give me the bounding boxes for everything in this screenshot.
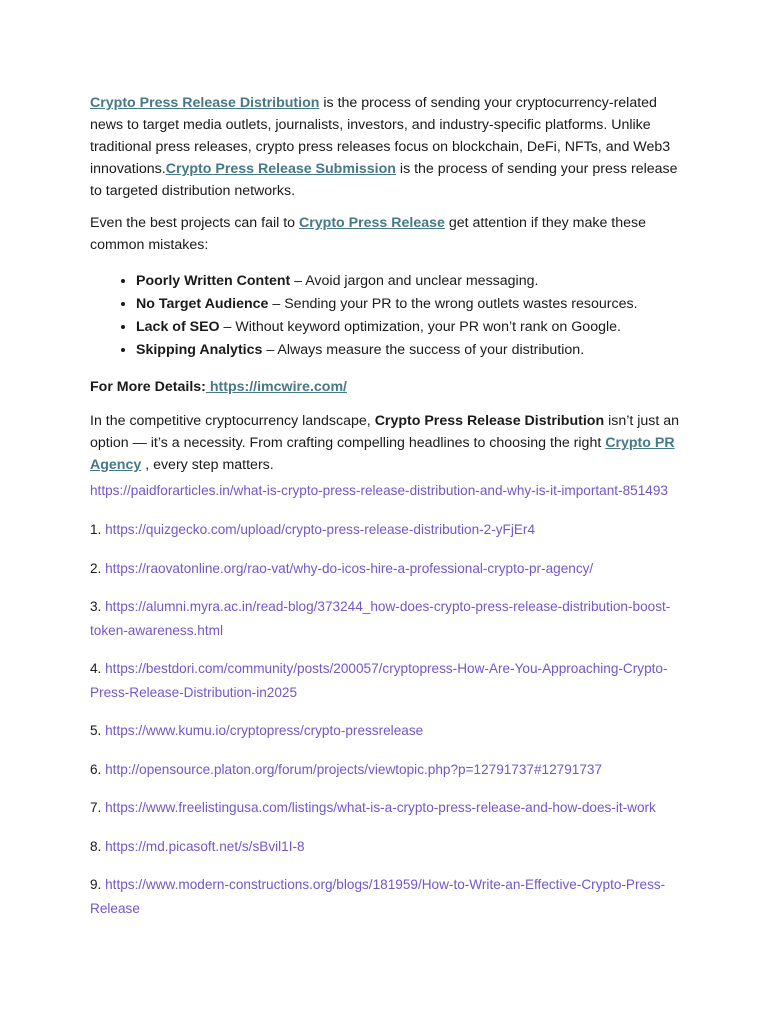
list-item [90, 657, 682, 704]
intro-text-2: is the process of sending your press release to targeted distribution networks. [90, 161, 678, 199]
closing-text-3: , every step matters. [141, 457, 274, 473]
list-item [136, 293, 682, 316]
intro-text-4: get attention if they make these common mistakes: [90, 215, 647, 253]
featured-link-line [90, 480, 682, 502]
link-number: 8. [90, 838, 106, 854]
mistake-title: Poorly Written Content [136, 273, 291, 289]
crypto-press-release-submission-link[interactable]: Crypto Press Release Submission [165, 161, 396, 177]
link-number: 7. [90, 800, 106, 815]
intro-section [90, 92, 682, 256]
more-details-label: For More Details: [90, 379, 206, 395]
reference-link[interactable]: https://www.modern-constructions.org/blogs/181959/How-to-Write-an-Effective-Crypto-Press-Release [90, 877, 666, 916]
paidforarticles-link[interactable]: https://paidforarticles.in/what-is-crypto-press-release-distribution-and-why-is-it-important-851493 [90, 483, 668, 498]
reference-link[interactable]: https://bestdori.com/community/posts/200057/cryptopress-How-Are-You-Approaching-Crypto-Press-Release-Distribution-in2025 [90, 661, 668, 700]
closing-paragraph [90, 410, 682, 476]
reference-link[interactable]: https://md.picasoft.net/s/sBvil1I-8 [105, 838, 305, 854]
list-item [90, 758, 682, 782]
link-number: 2. [90, 560, 106, 576]
reference-link[interactable]: https://raovatonline.org/rao-vat/why-do-icos-hire-a-professional-crypto-pr-agency/ [105, 560, 594, 576]
mistake-title: Lack of SEO [136, 319, 220, 335]
reference-link[interactable]: http://opensource.platon.org/forum/projects/viewtopic.php?p=12791737#12791737 [105, 761, 603, 777]
closing-bold: Crypto Press Release Distribution [374, 413, 605, 429]
list-item [136, 339, 682, 362]
document-page [90, 92, 682, 935]
links-section [90, 480, 682, 920]
link-number: 9. [90, 877, 106, 892]
crypto-press-release-link[interactable]: Crypto Press Release [299, 215, 445, 231]
crypto-press-release-distribution-link[interactable]: Crypto Press Release Distribution [90, 95, 320, 111]
intro-text-1: is the process of sending your cryptocurrency-related news to target media outlets, journalists, investors, and industry-specific platforms. Unlike traditional press releases, crypto press releases focus on blockchain, DeFi, NFTs, and Web3 innovations. [90, 95, 671, 177]
closing-text-2: isn’t just an option — it’s a necessity. From crafting compelling headlines to choosing the right [90, 413, 680, 451]
crypto-pr-agency-link[interactable]: Crypto PR Agency [90, 435, 675, 473]
list-item [90, 796, 682, 820]
list-item [136, 316, 682, 339]
mistake-desc: – Always measure the success of your distribution. [262, 342, 585, 358]
reference-link[interactable]: https://alumni.myra.ac.in/read-blog/373244_how-does-crypto-press-release-distribution-boost-token-awareness.html [90, 599, 671, 638]
reference-link[interactable]: https://quizgecko.com/upload/crypto-press-release-distribution-2-yFjEr4 [105, 522, 536, 537]
mistake-title: No Target Audience [136, 296, 269, 312]
imcwire-link[interactable]: https://imcwire.com/ [205, 379, 348, 395]
reference-link[interactable]: https://www.kumu.io/cryptopress/crypto-pressrelease [105, 723, 424, 738]
closing-text-1: In the competitive cryptocurrency landscape, [90, 413, 375, 429]
list-item [90, 557, 682, 581]
mistake-desc: – Without keyword optimization, your PR won’t rank on Google. [219, 319, 621, 335]
more-details [90, 376, 682, 398]
mistake-desc: – Avoid jargon and unclear messaging. [290, 273, 539, 289]
link-number: 5. [90, 723, 106, 738]
mistake-title: Skipping Analytics [136, 342, 263, 358]
list-item [136, 270, 682, 293]
link-number: 6. [90, 761, 106, 777]
list-item [90, 595, 682, 642]
mistakes-list [90, 270, 682, 362]
intro-paragraph-2 [90, 212, 682, 256]
reference-link[interactable]: https://www.freelistingusa.com/listings/what-is-a-crypto-press-release-and-how-does-it-work [105, 800, 656, 815]
link-number: 3. [90, 599, 106, 614]
link-number: 1. [90, 522, 106, 537]
link-number: 4. [90, 661, 106, 676]
intro-text-3: Even the best projects can fail to [90, 215, 299, 231]
mistake-desc: – Sending your PR to the wrong outlets wastes resources. [268, 296, 638, 312]
list-item [90, 835, 682, 859]
intro-paragraph-1 [90, 92, 682, 202]
list-item [90, 719, 682, 743]
list-item [90, 873, 682, 920]
list-item [90, 518, 682, 542]
